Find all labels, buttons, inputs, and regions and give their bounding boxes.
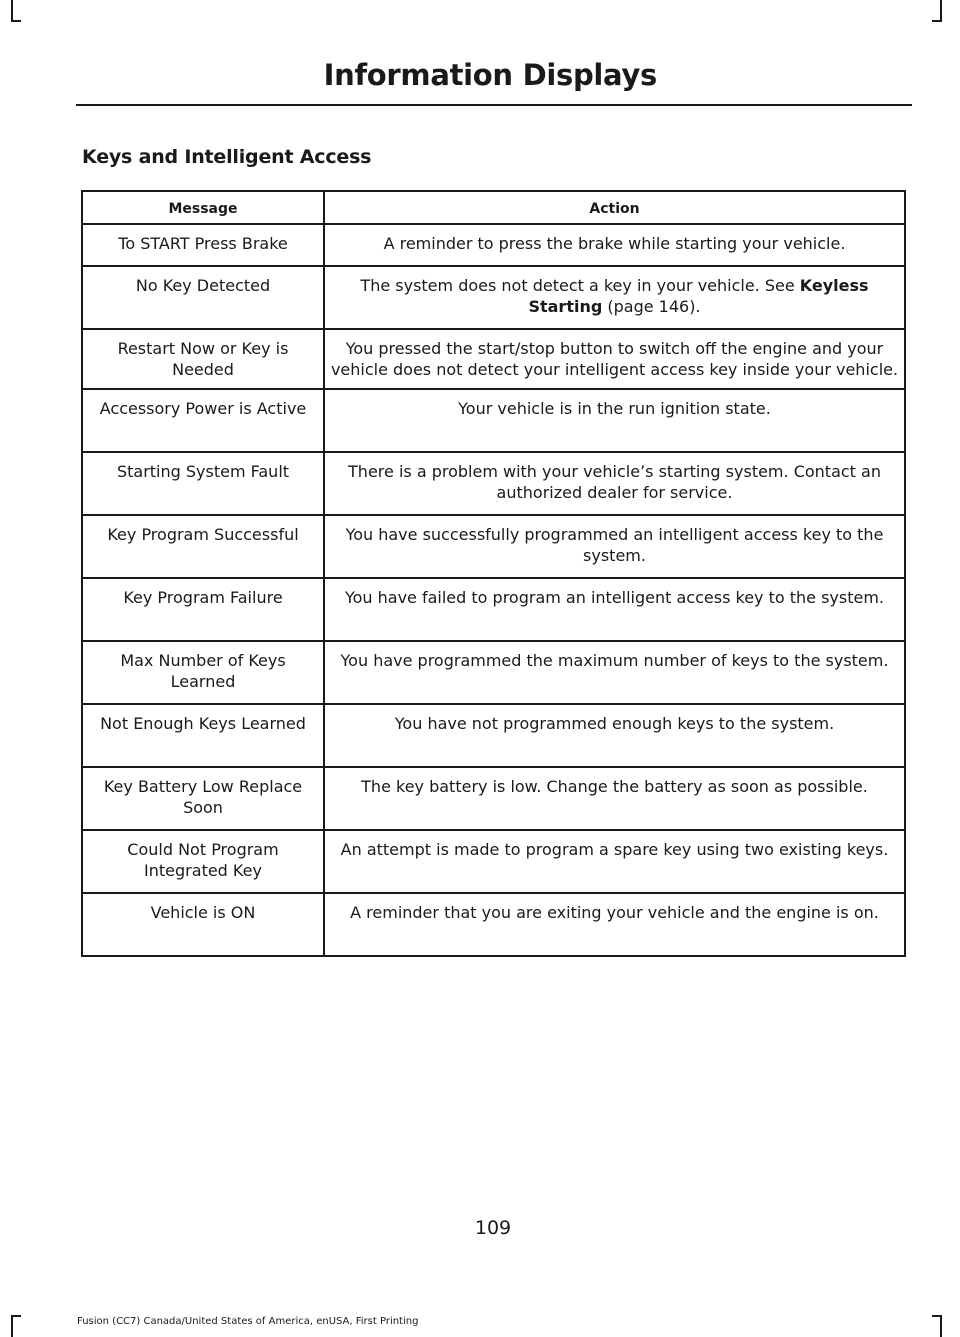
- action-cell: You have failed to program an intelligent access key to the system.: [324, 578, 905, 641]
- crop-mark-bottom-right: [932, 1315, 942, 1317]
- crop-mark-top-right: [932, 20, 942, 22]
- crop-mark-bottom-right: [940, 1317, 942, 1337]
- message-cell: Key Program Successful: [82, 515, 324, 578]
- column-header-message: Message: [82, 191, 324, 224]
- crop-mark-bottom-left: [11, 1317, 13, 1337]
- table-row: [82, 641, 905, 704]
- crop-mark-top-right: [940, 0, 942, 20]
- message-cell: No Key Detected: [82, 266, 324, 329]
- column-header-action: Action: [324, 191, 905, 224]
- action-cell: A reminder to press the brake while starting your vehicle.: [324, 224, 905, 266]
- table-row: [82, 578, 905, 641]
- action-text: The system does not detect a key in your vehicle. See: [360, 276, 800, 295]
- action-cell: There is a problem with your vehicle’s starting system. Contact an authorized dealer for service.: [324, 452, 905, 515]
- action-cell: You have not programmed enough keys to the system.: [324, 704, 905, 767]
- table-row: [82, 515, 905, 578]
- table-row: [82, 452, 905, 515]
- table-row: [82, 767, 905, 830]
- table-row: [82, 830, 905, 893]
- crop-mark-top-left: [11, 20, 21, 22]
- crop-mark-top-left: [11, 0, 13, 20]
- header-divider: [76, 104, 912, 106]
- message-cell: Key Battery Low Replace Soon: [82, 767, 324, 830]
- page-number: 109: [474, 1217, 512, 1239]
- crop-mark-bottom-left: [11, 1315, 21, 1317]
- action-cell: A reminder that you are exiting your vehicle and the engine is on.: [324, 893, 905, 956]
- page-header-title: Information Displays: [323, 58, 657, 92]
- message-cell: Key Program Failure: [82, 578, 324, 641]
- action-cell: [324, 266, 905, 329]
- message-cell: Starting System Fault: [82, 452, 324, 515]
- message-cell: Could Not Program Integrated Key: [82, 830, 324, 893]
- action-cell: You have programmed the maximum number of keys to the system.: [324, 641, 905, 704]
- action-cell: You have successfully programmed an intelligent access key to the system.: [324, 515, 905, 578]
- message-cell: Restart Now or Key is Needed: [82, 329, 324, 389]
- message-cell: Max Number of Keys Learned: [82, 641, 324, 704]
- message-cell: To START Press Brake: [82, 224, 324, 266]
- action-cell: You pressed the start/stop button to switch off the engine and your vehicle does not detect your intelligent access key inside your vehicle.: [324, 329, 905, 389]
- table-row: [82, 224, 905, 266]
- footer-text: Fusion (CC7) Canada/United States of America, enUSA, First Printing: [77, 1316, 419, 1327]
- page-reference: (page 146).: [602, 297, 701, 316]
- table-row: [82, 389, 905, 452]
- action-cell: An attempt is made to program a spare key using two existing keys.: [324, 830, 905, 893]
- table-row: [82, 893, 905, 956]
- cross-reference-link[interactable]: Keyless Starting: [528, 276, 869, 316]
- table-row: [82, 266, 905, 329]
- action-cell: Your vehicle is in the run ignition state.: [324, 389, 905, 452]
- message-cell: Not Enough Keys Learned: [82, 704, 324, 767]
- section-title: Keys and Intelligent Access: [82, 146, 372, 168]
- messages-table: [81, 190, 906, 957]
- message-cell: Accessory Power is Active: [82, 389, 324, 452]
- message-cell: Vehicle is ON: [82, 893, 324, 956]
- action-cell: The key battery is low. Change the battery as soon as possible.: [324, 767, 905, 830]
- table-row: [82, 704, 905, 767]
- table-header-row: [82, 191, 905, 224]
- table-row: [82, 329, 905, 389]
